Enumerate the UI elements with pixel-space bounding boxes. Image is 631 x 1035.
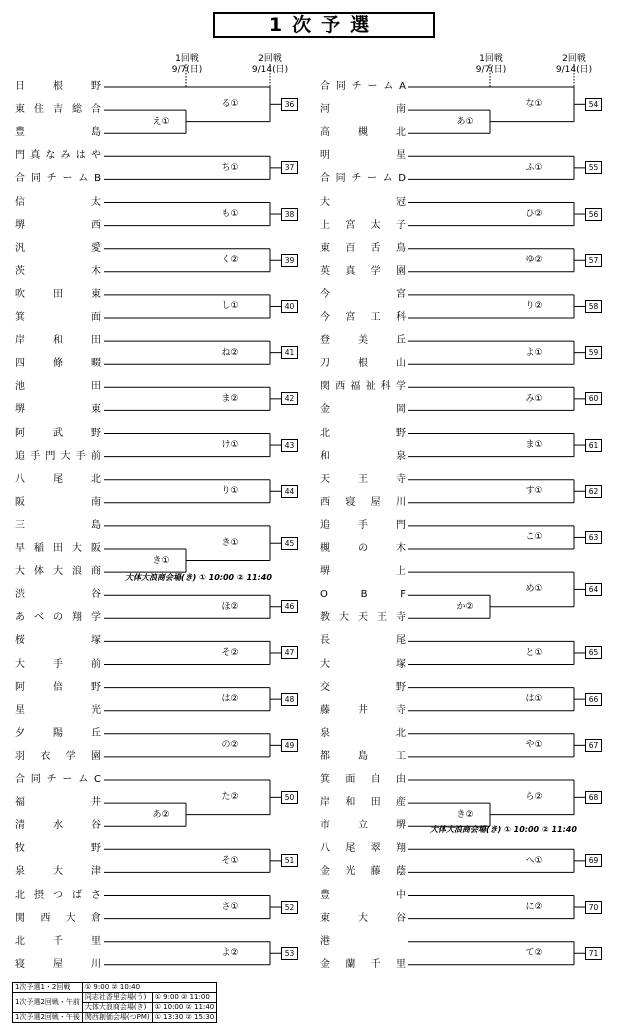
right-team: 長 尾 (320, 635, 406, 647)
left-team: 渋 谷 (15, 589, 101, 601)
round-date: 9/7(日) (171, 65, 203, 75)
left-match-number: 48 (281, 693, 298, 706)
right-round2-label: り② (525, 301, 543, 312)
round-label: 1回戦 (479, 54, 503, 64)
right-match-number: 68 (585, 791, 602, 804)
right-team: O B F (320, 589, 406, 601)
left-team: 早 稲 田 大 阪 (15, 543, 101, 554)
right-match-number: 56 (585, 208, 602, 221)
left-team: 堺 西 (15, 219, 101, 231)
right-team: 英 真 学 園 (320, 265, 406, 277)
left-team: 三 島 (15, 519, 101, 531)
right-round2-label: に② (525, 902, 543, 913)
right-team: 和 泉 (320, 450, 406, 462)
right-team: 上 宮 太 子 (320, 219, 406, 231)
left-round2-label: し① (221, 301, 239, 312)
schedule-venue: 大体大浪商会場(き) (82, 1003, 152, 1013)
left-match-number: 41 (281, 346, 298, 359)
left-team: 四 條 畷 (15, 358, 101, 370)
right-match-number: 65 (585, 646, 602, 659)
right-team: 北 野 (320, 427, 406, 439)
right-team: 市 立 堺 (320, 820, 406, 832)
round-date: 9/14(日) (555, 65, 593, 75)
left-match-number: 40 (281, 300, 298, 313)
round-date: 9/7(日) (475, 65, 507, 75)
left-team: 大 手 前 (15, 658, 101, 670)
left-round2-label: さ① (221, 902, 239, 913)
right-match-number: 66 (585, 693, 602, 706)
right-team: 合 同 チ ー ム D (320, 173, 406, 185)
left-team: 八 尾 北 (15, 473, 101, 485)
left-team: 追 手 門 大 手 前 (15, 450, 101, 462)
schedule-label: 1次予選2回戦・午前 (13, 993, 83, 1013)
left-team: 北 摂 つ ば さ (15, 889, 101, 901)
right-match-number: 70 (585, 901, 602, 914)
left-team: 寝 屋 川 (15, 958, 101, 970)
left-match-number: 43 (281, 439, 298, 452)
right-team: 今 宮 (320, 288, 406, 300)
right-team: 東 百 舌 鳥 (320, 242, 406, 254)
right-team: 交 野 (320, 681, 406, 693)
left-team: 桜 塚 (15, 635, 101, 647)
right-round2-label: や① (525, 740, 543, 751)
right-team: 箕 面 自 由 (320, 774, 406, 785)
round-date: 9/14(日) (251, 65, 289, 75)
right-team: 金 蘭 千 里 (320, 958, 406, 970)
left-team: あ べ の 翔 学 (15, 612, 101, 624)
left-round2-label: ち① (221, 162, 239, 173)
right-team: 教 大 天 王 寺 (320, 612, 406, 624)
right-match-number: 69 (585, 854, 602, 867)
right-match-number: 61 (585, 439, 602, 452)
right-match-number: 67 (585, 739, 602, 752)
left-round2-label: の② (221, 740, 239, 751)
right-team: 金 岡 (320, 404, 406, 416)
left-team: 合 同 チ ー ム B (15, 173, 101, 185)
left-team: 汎 愛 (15, 242, 101, 254)
left-team: 阿 倍 野 (15, 681, 101, 693)
right-team: 高 槻 北 (320, 127, 406, 139)
schedule-times: ① 10:00 ② 11:40 (152, 1003, 217, 1013)
left-team: 門 真 な み は や (15, 150, 101, 162)
left-team: 合 同 チ ー ム C (15, 774, 101, 785)
right-match-number: 55 (585, 161, 602, 174)
venue-note-right: 大体大浪商会場(き) ① 10:00 ② 11:40 (430, 825, 577, 834)
left-team: 茨 木 (15, 265, 101, 277)
schedule-row (13, 993, 217, 1003)
right-team: 関 西 福 祉 科 学 (320, 381, 406, 393)
left-round2-label: そ① (221, 855, 239, 866)
left-round2-label: は② (221, 694, 239, 705)
left-match-number: 53 (281, 947, 298, 960)
right-team: 金 光 藤 蔭 (320, 866, 406, 878)
left-team: 豊 島 (15, 127, 101, 139)
left-match-number: 38 (281, 208, 298, 221)
left-team: 羽 衣 学 園 (15, 750, 101, 762)
right-round2-label: て② (525, 948, 543, 959)
left-match-number: 45 (281, 537, 298, 550)
right-team: 天 王 寺 (320, 473, 406, 485)
right-round2-label: め① (525, 584, 543, 595)
schedule-row (13, 1013, 217, 1023)
right-round2-label: み① (525, 393, 543, 404)
right-round2-label: ま① (525, 440, 543, 451)
right-team: 岸 和 田 産 (320, 797, 406, 809)
left-match-number: 50 (281, 791, 298, 804)
right-round2-label: こ① (525, 532, 543, 543)
right-match-number: 57 (585, 254, 602, 267)
right-round2-label: ゆ② (525, 255, 543, 266)
schedule-venue: ① 9:00 ② 10:40 (82, 983, 216, 993)
left-team: 牧 野 (15, 843, 101, 855)
right-team: 堺 上 (320, 566, 406, 578)
round-label: 1回戦 (175, 54, 199, 64)
right-round2-label: へ① (525, 855, 543, 866)
right-round2-label: よ① (525, 347, 543, 358)
left-match-number: 46 (281, 600, 298, 613)
right-team: 藤 井 寺 (320, 704, 406, 716)
left-round1-label: え① (152, 116, 170, 127)
schedule-row (13, 983, 217, 993)
schedule-venue: 関西創価会場(つPM) (82, 1013, 152, 1023)
schedule-venue: 同志社香里会場(う) (82, 993, 152, 1003)
right-team: 明 星 (320, 150, 406, 162)
left-team: 星 光 (15, 704, 101, 716)
left-match-number: 39 (281, 254, 298, 267)
right-team: 登 美 丘 (320, 335, 406, 347)
left-match-number: 44 (281, 485, 298, 498)
left-round2-label: も① (221, 209, 239, 220)
left-team: 夕 陽 丘 (15, 727, 101, 739)
left-match-number: 49 (281, 739, 298, 752)
left-team: 日 根 野 (15, 81, 101, 92)
right-round2-label: ら② (525, 792, 543, 803)
left-round1-label: き① (152, 555, 170, 566)
left-team: 信 太 (15, 196, 101, 208)
schedule-label: 1次予選2回戦・午後 (13, 1013, 83, 1023)
right-round2-label: す① (525, 486, 543, 497)
right-team: 東 大 谷 (320, 912, 406, 924)
right-match-number: 59 (585, 346, 602, 359)
right-team: 都 島 工 (320, 750, 406, 762)
schedule-times: ① 9:00 ② 11:00 (152, 993, 217, 1003)
right-team: 豊 中 (320, 889, 406, 901)
left-match-number: 37 (281, 161, 298, 174)
venue-note-left: 大体大浪商会場(き) ① 10:00 ② 11:40 (125, 573, 272, 582)
right-team: 河 南 (320, 104, 406, 116)
schedule-label: 1次予選1・2回戦 (13, 983, 83, 993)
left-round2-label: ま② (221, 393, 239, 404)
right-team: 追 手 門 (320, 519, 406, 531)
right-match-number: 58 (585, 300, 602, 313)
round-label: 2回戦 (562, 54, 586, 64)
left-team: 北 千 里 (15, 935, 101, 947)
right-team: 大 冠 (320, 196, 406, 208)
left-round2-label: そ② (221, 647, 239, 658)
schedule-table (12, 982, 217, 1023)
left-match-number: 36 (281, 98, 298, 111)
right-team: 合 同 チ ー ム A (320, 81, 406, 92)
right-match-number: 64 (585, 583, 602, 596)
right-match-number: 54 (585, 98, 602, 111)
left-team: 泉 大 津 (15, 866, 101, 878)
left-round2-label: た② (221, 792, 239, 803)
left-team: 東 住 吉 総 合 (15, 104, 101, 116)
left-round2-label: け① (221, 440, 239, 451)
left-team: 関 西 大 倉 (15, 912, 101, 924)
right-round2-label: ひ② (525, 209, 543, 220)
right-match-number: 62 (585, 485, 602, 498)
left-round2-label: き① (221, 538, 239, 549)
left-team: 阿 武 野 (15, 427, 101, 439)
right-round1-label: あ① (456, 116, 474, 127)
left-round2-label: よ② (221, 948, 239, 959)
right-team: 港 (320, 935, 330, 947)
left-team: 阪 南 (15, 496, 101, 508)
left-match-number: 52 (281, 901, 298, 914)
left-round2-label: ね② (221, 347, 239, 358)
right-round2-label: は① (525, 694, 543, 705)
right-match-number: 71 (585, 947, 602, 960)
right-round2-label: な① (525, 99, 543, 110)
schedule-times: ① 13:30 ② 15:30 (152, 1013, 217, 1023)
right-team: 刀 根 山 (320, 358, 406, 370)
left-round2-label: く② (221, 255, 239, 266)
left-team: 池 田 (15, 381, 101, 393)
right-team: 大 塚 (320, 658, 406, 670)
right-team: 泉 北 (320, 727, 406, 739)
left-team: 岸 和 田 (15, 335, 101, 347)
right-match-number: 63 (585, 531, 602, 544)
right-round1-label: き② (456, 809, 474, 820)
left-team: 福 井 (15, 797, 101, 809)
left-match-number: 42 (281, 392, 298, 405)
round-label: 2回戦 (258, 54, 282, 64)
right-team: 西 寝 屋 川 (320, 496, 406, 508)
right-round2-label: と① (525, 647, 543, 658)
left-match-number: 47 (281, 646, 298, 659)
left-round2-label: り① (221, 486, 239, 497)
left-team: 清 水 谷 (15, 820, 101, 832)
right-round2-label: ふ① (525, 162, 543, 173)
left-team: 吹 田 東 (15, 288, 101, 300)
right-team: 今 宮 工 科 (320, 312, 406, 323)
left-team: 大 体 大 浪 商 (15, 566, 101, 578)
left-round1-label: あ② (152, 809, 170, 820)
right-team: 八 尾 翠 翔 (320, 843, 406, 855)
left-round2-label: ほ② (221, 601, 239, 612)
right-round1-label: か② (456, 601, 474, 612)
right-match-number: 60 (585, 392, 602, 405)
page-title: 1次予選 (213, 12, 435, 38)
right-team: 槻 の 木 (320, 543, 406, 554)
left-match-number: 51 (281, 854, 298, 867)
left-round2-label: る① (221, 99, 239, 110)
left-team: 箕 面 (15, 312, 101, 323)
left-team: 堺 東 (15, 404, 101, 416)
